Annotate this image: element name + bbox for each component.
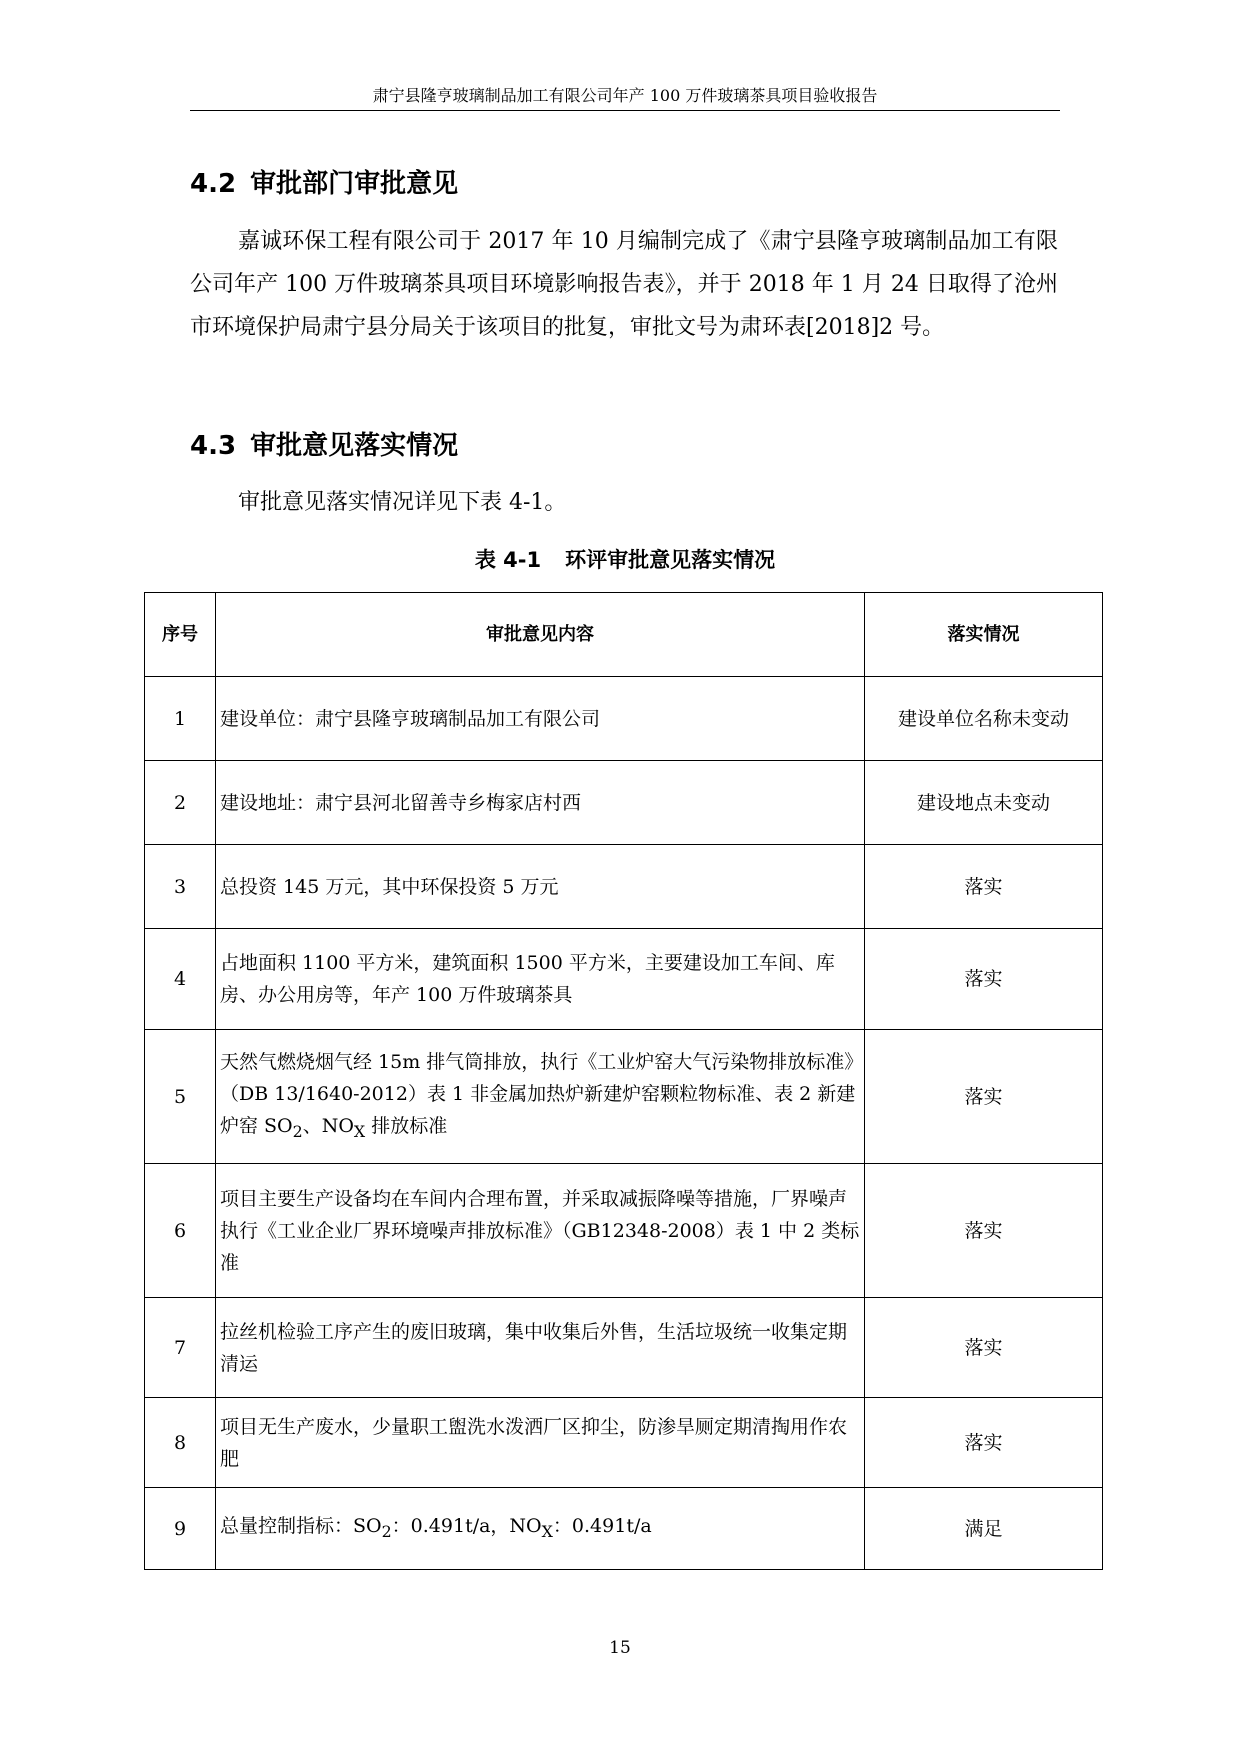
section-number: 4.2	[190, 169, 237, 199]
row-no: 6	[145, 1164, 216, 1298]
header-no: 序号	[145, 593, 216, 677]
row-content: 建设地址：肃宁县河北留善寺乡梅家店村西	[216, 761, 865, 845]
row-content: 总投资 145 万元，其中环保投资 5 万元	[216, 845, 865, 929]
page-number: 15	[609, 1638, 631, 1658]
row-no: 5	[145, 1030, 216, 1164]
table-caption	[190, 545, 1060, 575]
row-content: 拉丝机检验工序产生的废旧玻璃，集中收集后外售，生活垃圾统一收集定期清运	[216, 1298, 865, 1398]
row-content-part: 、NO	[302, 1114, 354, 1137]
subscript: X	[541, 1521, 553, 1541]
table-header-row	[145, 593, 1103, 677]
subscript: 2	[292, 1121, 303, 1141]
table-row	[145, 1164, 1103, 1298]
row-no: 4	[145, 929, 216, 1030]
row-no: 8	[145, 1398, 216, 1488]
table-row	[145, 1030, 1103, 1164]
row-status: 满足	[865, 1488, 1103, 1570]
row-content: 建设单位：肃宁县隆亨玻璃制品加工有限公司	[216, 677, 865, 761]
row-content-part: 排放标准	[365, 1114, 448, 1137]
row-status: 落实	[865, 1398, 1103, 1488]
row-status: 落实	[865, 1298, 1103, 1398]
row-content-part: 天然气燃烧烟气经 15m 排气筒排放，执行《工业炉窑大气污染物排放标准》（DB 13/1640-2012）表 1 非金属加热炉新建炉窑颗粒物标准、表 2 新建炉窑 SO	[220, 1050, 856, 1137]
running-header: 肃宁县隆亨玻璃制品加工有限公司年产 100 万件玻璃茶具项目验收报告	[372, 86, 878, 105]
row-content: 项目主要生产设备均在车间内合理布置，并采取减振降噪等措施，厂界噪声执行《工业企业厂界环境噪声排放标准》（GB12348-2008）表 1 中 2 类标准	[216, 1164, 865, 1298]
row-content-part: ：0.491t/a，NO	[391, 1514, 542, 1537]
table-row	[145, 1398, 1103, 1488]
row-status: 落实	[865, 929, 1103, 1030]
row-content-part: 总量控制指标：SO	[220, 1514, 382, 1537]
row-no: 7	[145, 1298, 216, 1398]
row-status: 建设地点未变动	[865, 761, 1103, 845]
section-title: 审批意见落实情况	[250, 431, 459, 461]
header-content: 审批意见内容	[216, 593, 865, 677]
table-caption-number: 表 4-1	[474, 548, 542, 572]
header-status: 落实情况	[865, 593, 1103, 677]
table-row	[145, 845, 1103, 929]
section-title: 审批部门审批意见	[250, 169, 459, 199]
subscript: X	[353, 1121, 366, 1141]
table-row	[145, 677, 1103, 761]
row-content: 占地面积 1100 平方米，建筑面积 1500 平方米，主要建设加工车间、库房、办公用房等，年产 100 万件玻璃茶具	[216, 929, 865, 1030]
table-row	[145, 1488, 1103, 1570]
row-content	[216, 1488, 865, 1570]
row-no: 1	[145, 677, 216, 761]
row-status: 建设单位名称未变动	[865, 677, 1103, 761]
row-status: 落实	[865, 1164, 1103, 1298]
row-no: 9	[145, 1488, 216, 1570]
table-row	[145, 929, 1103, 1030]
table-row	[145, 761, 1103, 845]
header-rule	[190, 110, 1060, 111]
approval-table	[144, 592, 1103, 1570]
section-4-2-paragraph: 嘉诚环保工程有限公司于 2017 年 10 月编制完成了《肃宁县隆亨玻璃制品加工有限公司年产 100 万件玻璃茶具项目环境影响报告表》，并于 2018 年 1 月 24 日取得了沧州市环境保护局肃宁县分局关于该项目的批复，审批文号为肃环表[2018]2 号。	[190, 229, 1058, 340]
table-caption-title: 环评审批意见落实情况	[565, 548, 776, 572]
table-row	[145, 1298, 1103, 1398]
section-heading-4-3	[190, 430, 458, 462]
row-content: 项目无生产废水，少量职工盥洗水泼洒厂区抑尘，防渗旱厕定期清掏用作农肥	[216, 1398, 865, 1488]
row-no: 2	[145, 761, 216, 845]
row-content-part: ：0.491t/a	[552, 1514, 652, 1537]
row-status: 落实	[865, 845, 1103, 929]
section-4-3-intro: 审批意见落实情况详见下表 4-1。	[238, 490, 567, 515]
section-number: 4.3	[190, 431, 237, 461]
subscript: 2	[381, 1521, 392, 1541]
row-no: 3	[145, 845, 216, 929]
row-status: 落实	[865, 1030, 1103, 1164]
row-content	[216, 1030, 865, 1164]
section-heading-4-2	[190, 168, 458, 200]
